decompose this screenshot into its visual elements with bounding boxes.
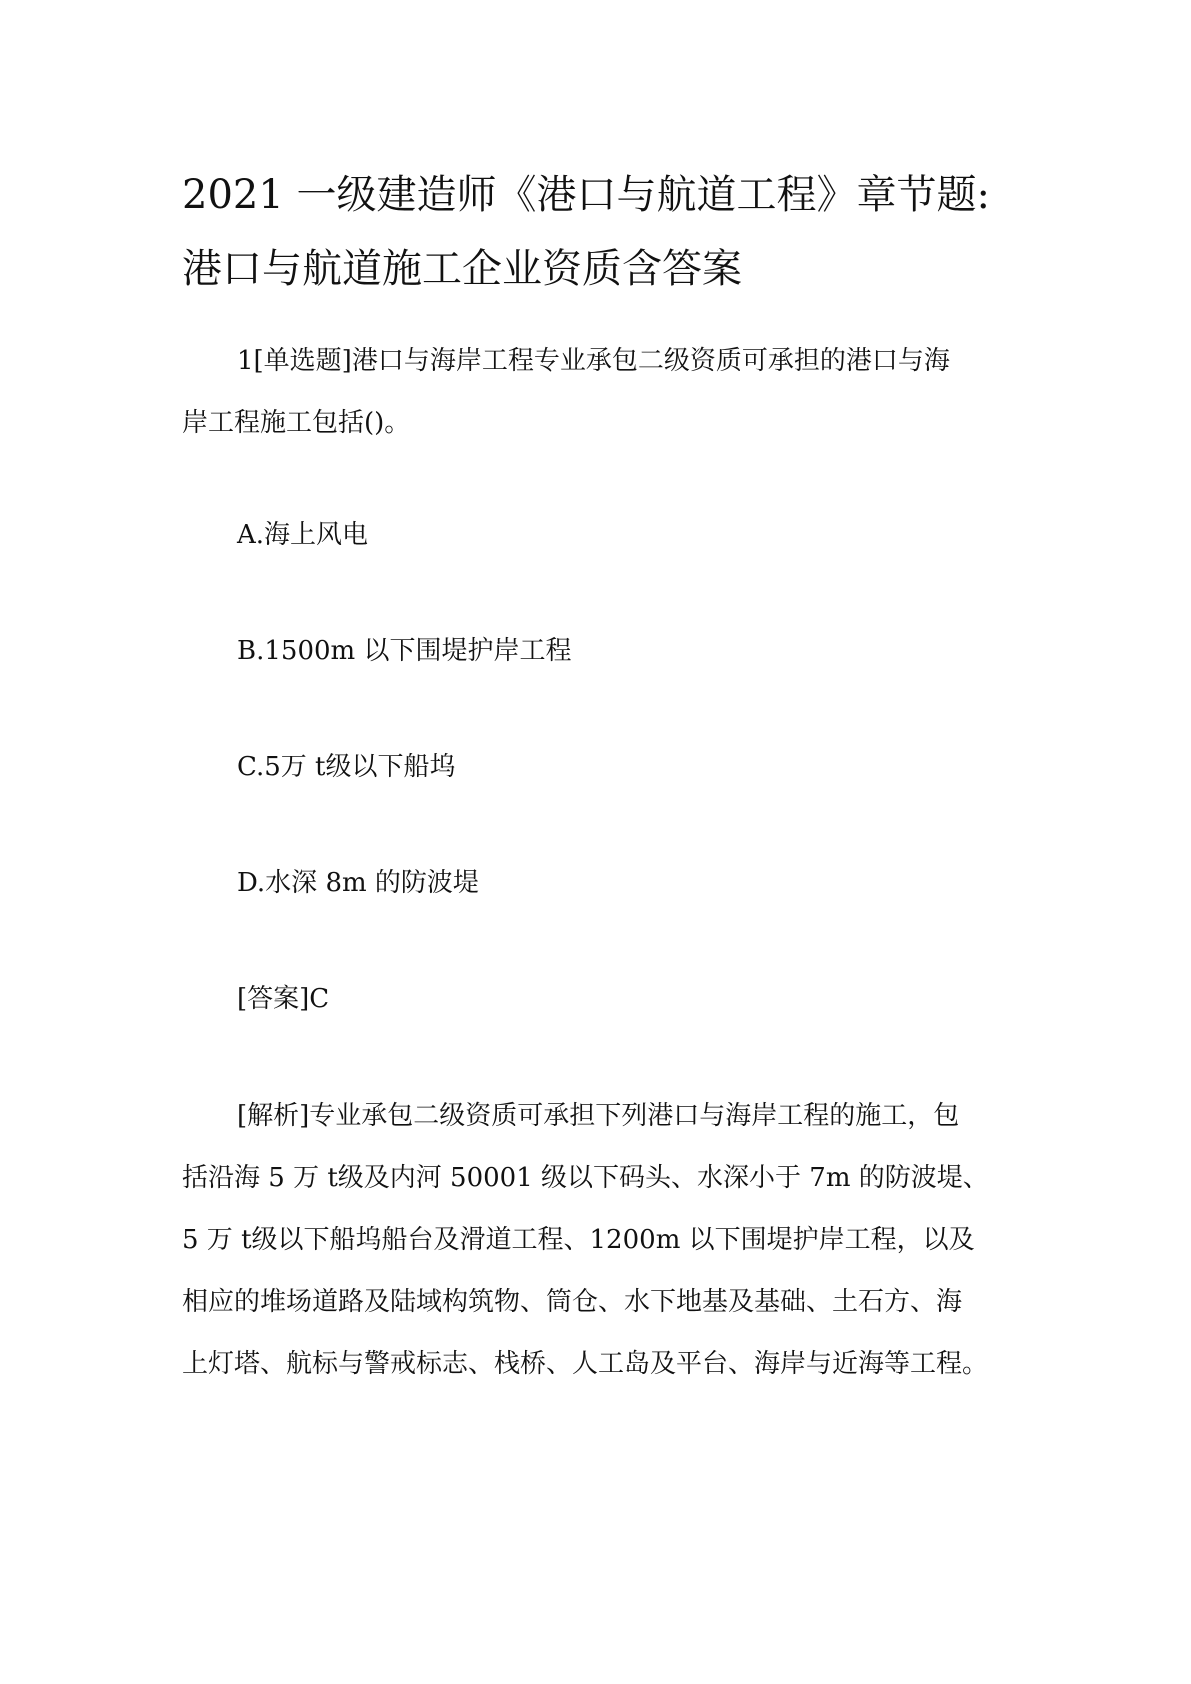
option-a: A.海上风电 [237, 520, 369, 550]
analysis-line-1: [解析]专业承包二级资质可承担下列港口与海岸工程的施工，包 [237, 1101, 960, 1131]
title-line-2: 港口与航道施工企业资质含答案 [182, 246, 742, 292]
analysis-line-2: 括沿海 5 万 t级及内河 50001 级以下码头、水深小于 7m 的防波堤、 [182, 1163, 989, 1193]
analysis-line-4: 相应的堆场道路及陆域构筑物、筒仓、水下地基及基础、土石方、海 [182, 1287, 963, 1317]
analysis-text [182, 1085, 1022, 1395]
answer-text: [答案]C [237, 984, 330, 1014]
document-title [182, 158, 1032, 306]
question-line-1: 1[单选题]港口与海岸工程专业承包二级资质可承担的港口与海 [237, 346, 950, 376]
question-line-2: 岸工程施工包括()。 [182, 408, 411, 438]
question-text [182, 330, 1022, 454]
option-b: B.1500m 以下围堤护岸工程 [237, 636, 572, 666]
title-line-1: 2021 一级建造师《港口与航道工程》章节题: [182, 172, 990, 218]
analysis-line-3: 5 万 t级以下船坞船台及滑道工程、1200m 以下围堤护岸工程，以及 [182, 1225, 975, 1255]
analysis-line-5: 上灯塔、航标与警戒标志、栈桥、人工岛及平台、海岸与近海等工程。 [182, 1349, 989, 1379]
option-c: C.5万 t级以下船坞 [237, 752, 456, 782]
option-d: D.水深 8m 的防波堤 [237, 868, 479, 898]
